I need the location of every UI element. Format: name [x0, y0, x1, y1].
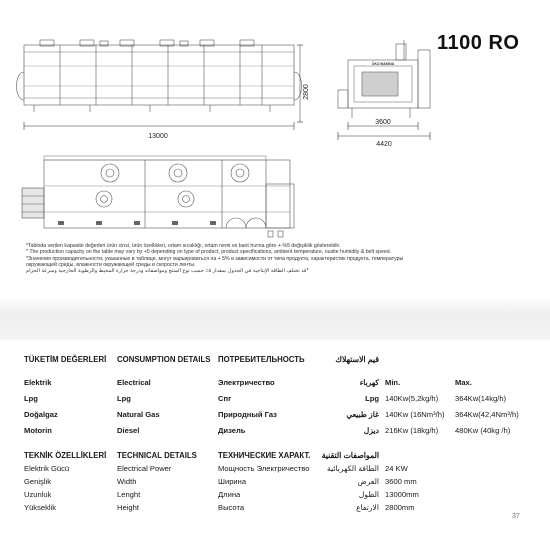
tech-row-ru: Высота	[218, 503, 245, 512]
dim-width-inner: 3600	[375, 119, 391, 126]
tech-row-value: 2800mm	[385, 503, 415, 512]
cons-row-en: Lpg	[117, 394, 131, 403]
note-ar: *قد تختلف الطاقة الإنتاجية في الجدول بمقدار ٥٪ حسب نوع المنتج ومواصفاته ودرجة حرارة المحيط والرطوبة الخارجية وسرعة الحزام	[26, 268, 309, 275]
tech-row-tr: Elektrik Gücü	[24, 464, 70, 473]
model-title: 1100 RO	[437, 32, 520, 54]
cons-row-ru: Природный Газ	[218, 410, 277, 419]
cons-row-min: 140Kw(5,2kg/h)	[385, 394, 439, 403]
tech-row-ar: الطاقة الكهربائية	[327, 464, 379, 473]
tech-row-value: 24 KW	[385, 464, 408, 473]
cons-row-ru: Электричество	[218, 378, 275, 387]
dim-width-outer: 4420	[376, 141, 392, 148]
cons-row-min: 216Kw (18kg/h)	[385, 426, 439, 435]
tech-row-ru: Длина	[218, 490, 241, 499]
cons-row-min: 140Kw (16Nm³/h)	[385, 410, 445, 419]
cons-row-max: 480Kw (40kg /h)	[455, 426, 511, 435]
cons-row-ar: كهرباء	[359, 378, 379, 387]
tech-row-ru: Ширина	[218, 477, 247, 486]
cons-row-tr: Elektrik	[24, 378, 52, 387]
cons-row-tr: Motorin	[24, 426, 52, 435]
cons-row-ar: ديزل	[363, 426, 379, 435]
dim-height: 2800	[303, 84, 310, 100]
tech-row-ru: Мощность Электричество	[218, 464, 310, 473]
cons-row-max: 364Kw(42,4Nm³/h)	[455, 410, 519, 419]
consumption-header-tr: TÜKETİM DEĞERLERİ	[24, 355, 107, 364]
note-ru-1: *Значения производительности, указанные в таблице, могут варьироваться на + 5% в зависимости от типа продукта, характеристик продукта, температуры	[26, 255, 404, 262]
tech-row-tr: Genişlik	[24, 477, 52, 486]
page-number: 37	[512, 513, 520, 520]
tech-row-tr: Yükseklik	[24, 503, 57, 512]
cons-row-en: Electrical	[117, 378, 151, 387]
cons-row-tr: Lpg	[24, 394, 38, 403]
max-label: Max.	[455, 378, 472, 387]
tech-row-value: 13000mm	[385, 490, 419, 499]
cons-row-ar: Lpg	[365, 394, 379, 403]
tech-row-value: 3600 mm	[385, 477, 417, 486]
min-label: Min.	[385, 378, 401, 387]
tech-row-ar: الطول	[358, 490, 379, 499]
tech-row-ar: العرض	[357, 477, 379, 486]
cons-row-en: Natural Gas	[117, 410, 160, 419]
note-tr: *Tabloda verilen kapasite değerleri ürün cinsi, ürün özellikleri, ortam sıcaklığı, ortam nemi ve bant hızına göre +-%5 değişiklik gösterebilir.	[26, 243, 341, 249]
consumption-header-en: CONSUMPTION DETAILS	[117, 355, 211, 364]
tech-row-tr: Uzunluk	[24, 490, 52, 499]
cons-row-ar: غاز طبيعي	[346, 410, 379, 419]
tech-row-en: Electrical Power	[117, 464, 172, 473]
tech-row-ar: الارتفاع	[356, 503, 379, 512]
cons-row-tr: Doğalgaz	[24, 410, 58, 419]
note-en: * The production capacity on the table may vary by +5 depending on type of product, product specifications, ambient temperature, ousite humidity & belt speed.	[26, 249, 392, 256]
consumption-header-ru: ПОТРЕБИТЕЛЬНОСТЬ	[218, 355, 305, 364]
note-ru-2: окружающей среды, влажности окружающей среды и скорости ленты.	[26, 261, 196, 268]
tech-row-en: Height	[117, 503, 139, 512]
consumption-header-ar: قيم الاستهلاك	[335, 355, 379, 364]
cons-row-en: Diesel	[117, 426, 140, 435]
drawing-logo-text: ÖKO MAKİNA	[371, 62, 395, 66]
cons-row-ru: Спг	[218, 394, 232, 403]
tech-row-en: Width	[117, 477, 137, 486]
tech-header-ru: ТЕХНИЧЕСКИЕ ХАРАКТ.	[218, 451, 311, 460]
tech-header-tr: TEKNİK ÖZELLİKLERİ	[24, 451, 107, 460]
tech-row-en: Lenght	[117, 490, 141, 499]
dim-length: 13000	[148, 133, 168, 140]
cons-row-max: 364Kw(14kg/h)	[455, 394, 507, 403]
cons-row-ru: Дизель	[218, 426, 246, 435]
tech-header-en: TECHNICAL DETAILS	[117, 451, 197, 460]
tech-header-ar: المواصفات التقنية	[321, 451, 379, 460]
